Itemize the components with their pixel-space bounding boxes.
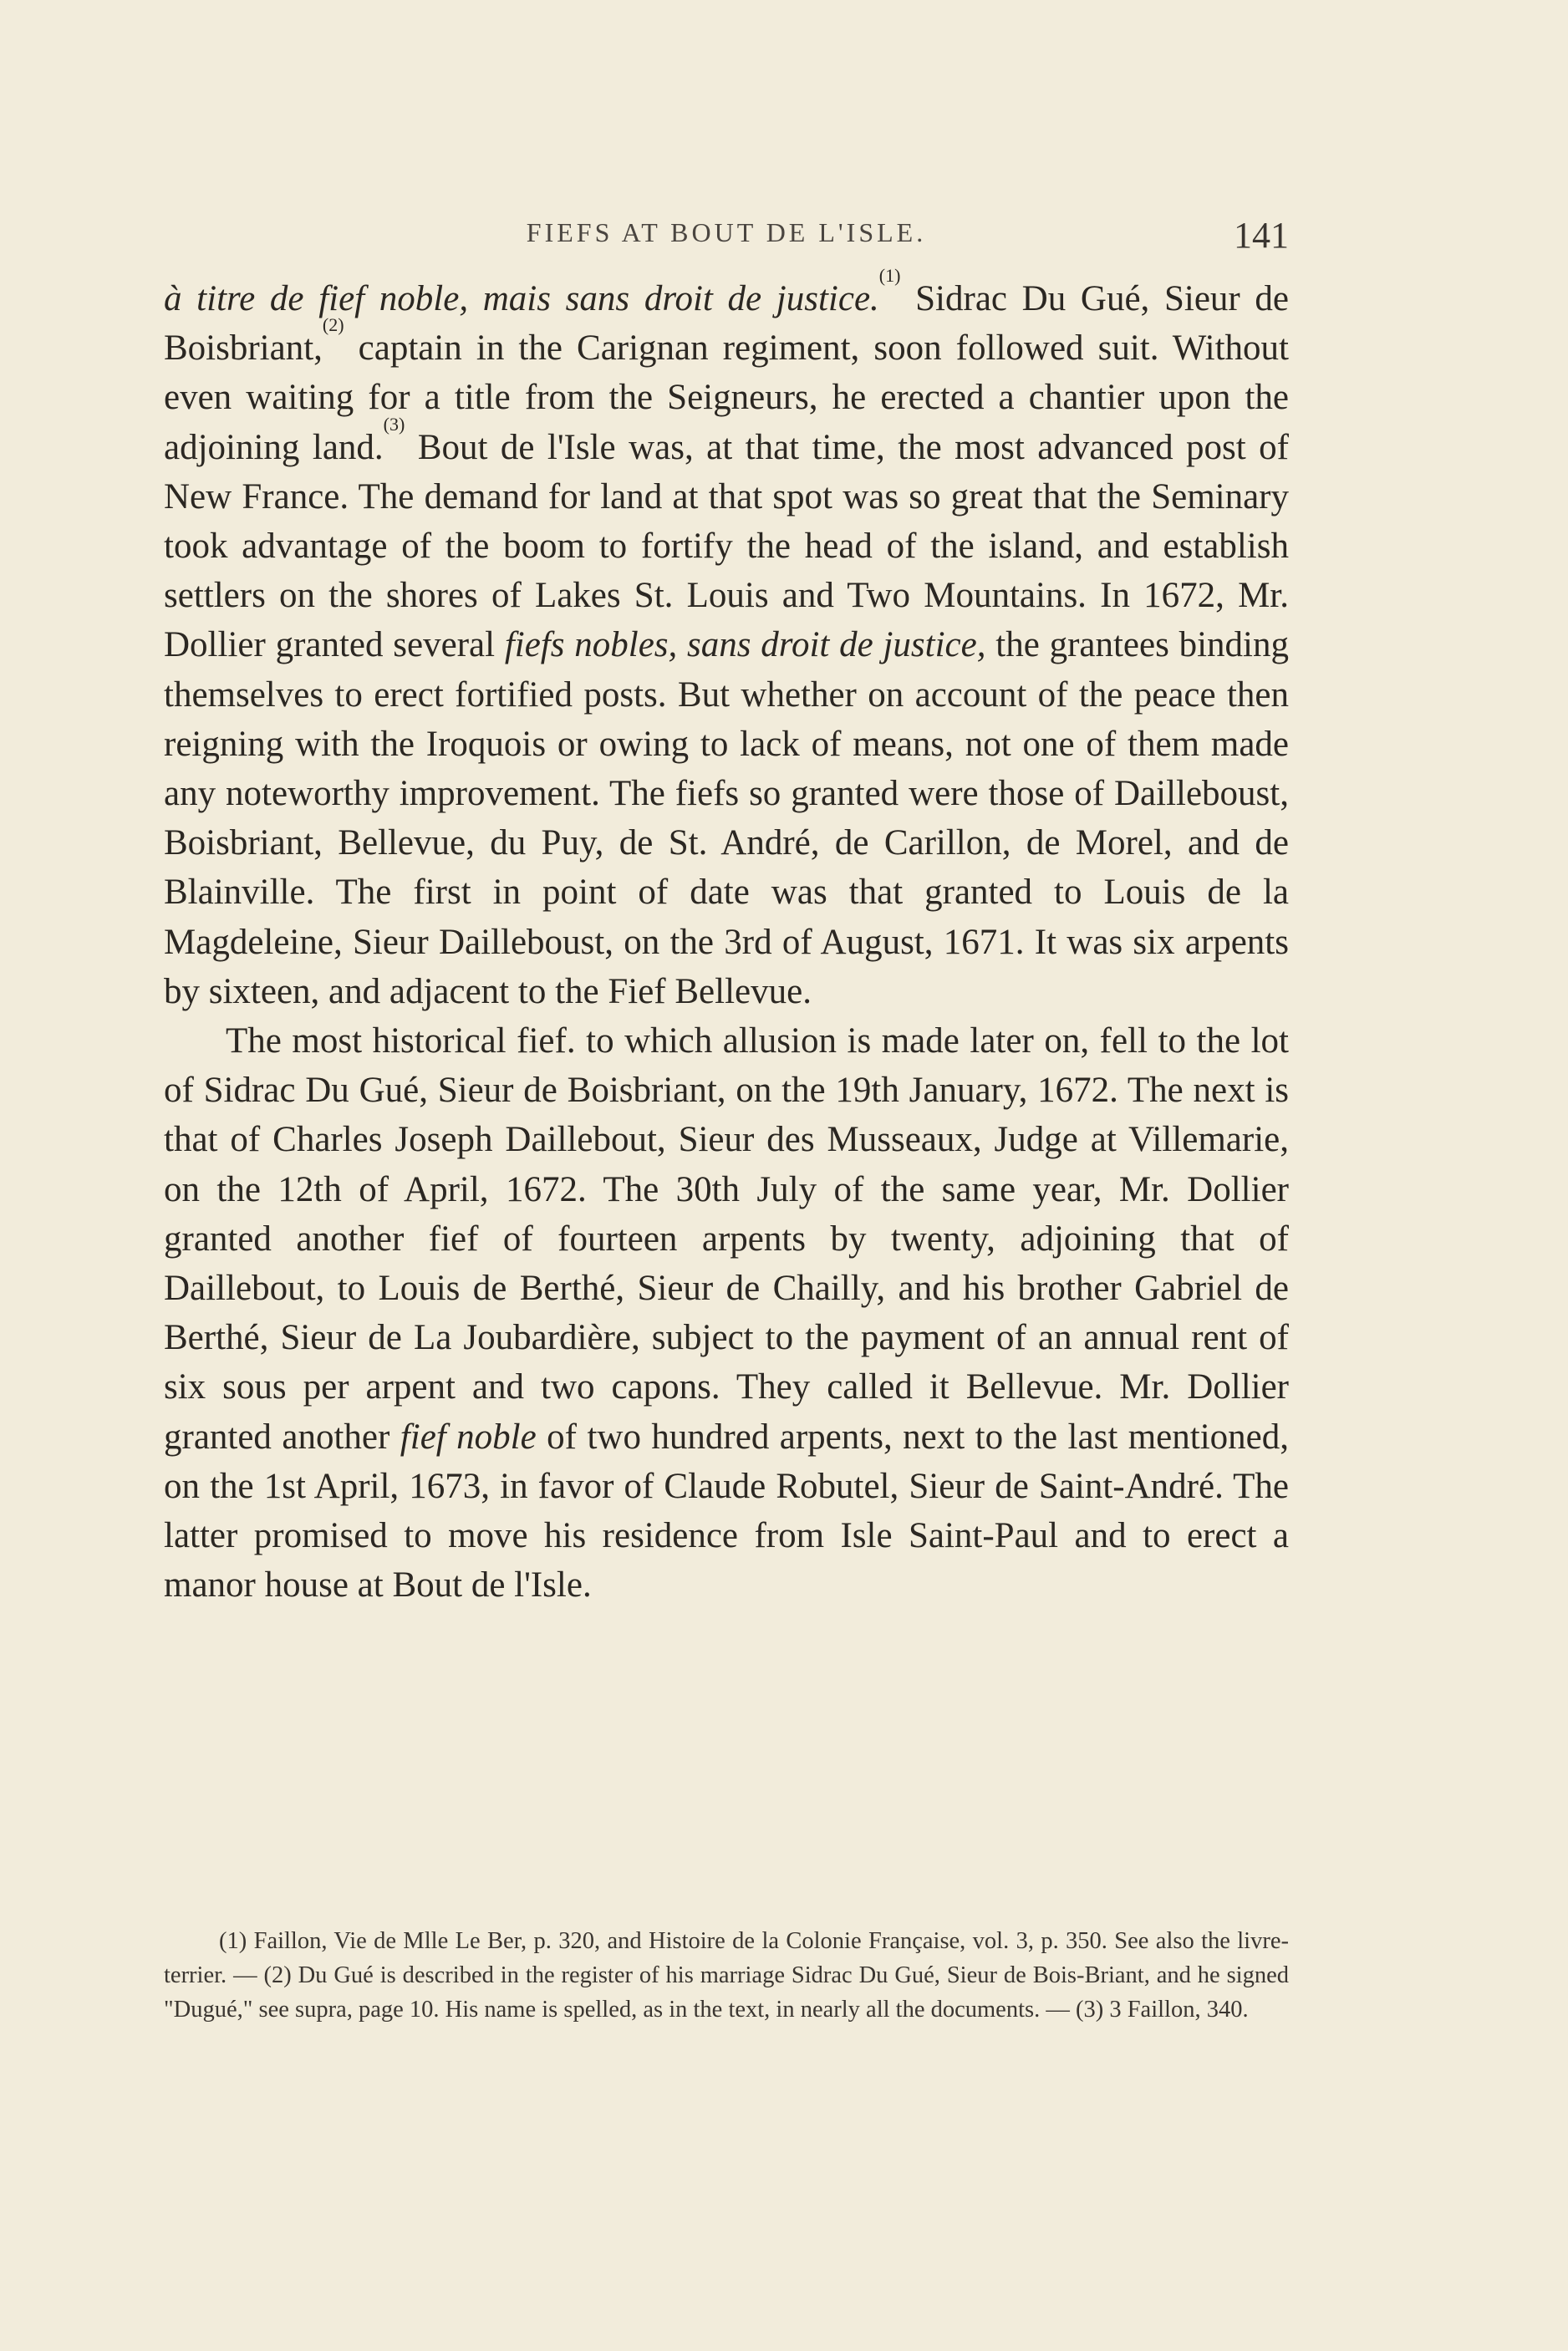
- text-run: the grantees binding themselves to erect fortified posts. But whether on account of the peace then reigning with the Iroquois or owing to lack of means, not one of them made any noteworthy improvement. The fiefs so granted were those of Dailleboust, Boisbriant, Bellevue, du Puy, de St. André, de Carillon, de Morel, and de Blainville. The first in point of date was that granted to Louis de la Magdeleine, Sieur Dailleboust, on the 3rd of August, 1671. It was six arpents by sixteen, and adjacent to the Fief Bellevue.: [164, 625, 1289, 1011]
- paragraph-1: [164, 265, 1289, 1016]
- page-number: 141: [1234, 215, 1289, 256]
- text-run: Sidrac Du Gué, Sieur de Boisbriant,: [164, 279, 1289, 369]
- footnote-ref-1: (1): [878, 265, 901, 286]
- paragraph-2: [164, 1016, 1289, 1610]
- footnote-ref-2: (2): [322, 314, 344, 336]
- text-run: Bout de l'Isle was, at that time, the most advanced post of New France. The demand for land at that spot was so great that the Seminary took advantage of the boom to fortify the head of the island, and establish settlers on the shores of Lakes St. Louis and Two Mountains. In 1672, Mr. Dollier granted several: [164, 427, 1289, 665]
- italic-phrase: à titre de fief noble, mais sans droit de justice.: [164, 279, 879, 318]
- footnotes: [164, 1924, 1289, 2027]
- text-run: captain in the Carignan regiment, soon followed suit. Without even waiting for a title from the Seigneurs, he erected a chantier upon the adjoining land.: [164, 328, 1289, 467]
- body-text: [164, 265, 1289, 1610]
- running-head: FIEFS AT BOUT DE L'ISLE.: [526, 217, 927, 247]
- text-run: of two hundred arpents, next to the last mentioned, on the 1st April, 1673, in favor of Claude Robutel, Sieur de Saint-André. The latter promised to move his residence from Isle Saint-Paul and to erect a manor house at Bout de l'Isle.: [164, 1417, 1289, 1605]
- page-header: [164, 214, 1289, 264]
- footnote-text: (1) Faillon, Vie de Mlle Le Ber, p. 320, and Histoire de la Colonie Française, vol. 3, p. 350. See also the livre-terrier. — (2) Du Gué is described in the register of his marriage Sidrac Du Gué, Sieur de Bois-Briant, and he signed "Dugué," see supra, page 10. His name is spelled, as in the text, in nearly all the documents. — (3) 3 Faillon, 340.: [164, 1928, 1289, 2023]
- footnote-ref-3: (3): [383, 413, 405, 435]
- italic-phrase: fief noble: [400, 1417, 537, 1457]
- italic-phrase: fiefs nobles, sans droit de justice,: [504, 625, 986, 665]
- text-run: The most historical fief. to which allusion is made later on, fell to the lot of Sidrac Du Gué, Sieur de Boisbriant, on the 19th January, 1672. The next is that of Charles Joseph Daillebout, Sieur des Musseaux, Judge at Villemarie, on the 12th of April, 1672. The 30th July of the same year, Mr. Dollier granted another fief of fourteen arpents by twenty, adjoining that of Daillebout, to Louis de Berthé, Sieur de Chailly, and his brother Gabriel de Berthé, Sieur de La Joubardière, subject to the payment of an annual rent of six sous per arpent and two capons. They called it Bellevue. Mr. Dollier granted another: [164, 1021, 1289, 1457]
